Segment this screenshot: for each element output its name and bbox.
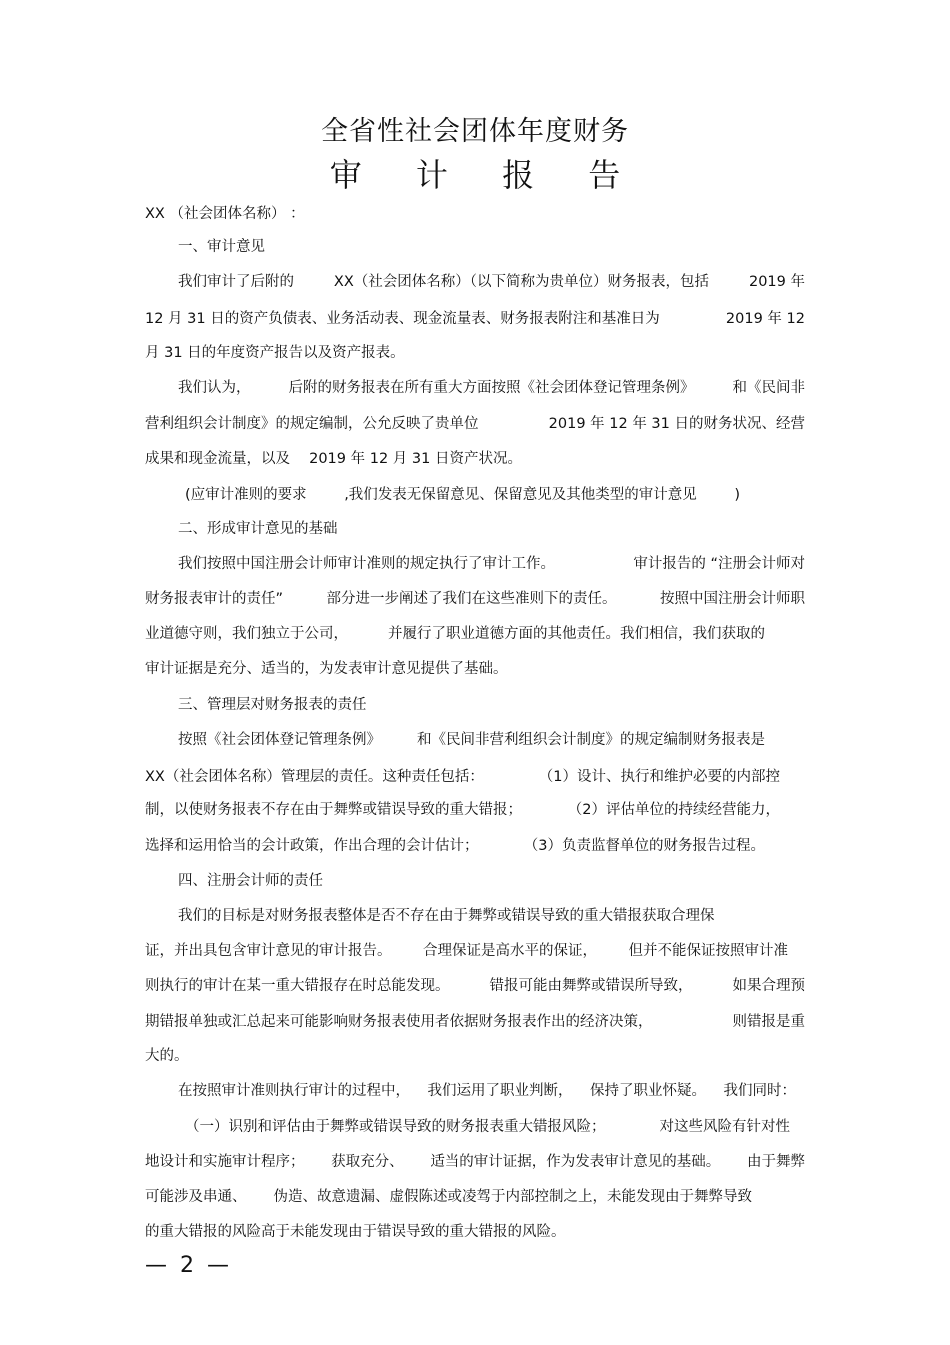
paragraph-line: 营利组织会计制度》的规定编制，公允反映了贵单位 2019 年 12 年 31 日的财务状况、经营 <box>145 416 805 432</box>
audit-opinion-note: (应审计准则的要求 ,我们发表无保留意见、保留意见及其他类型的审计意见 ) <box>185 487 740 503</box>
page-number: — 2 — <box>145 1253 232 1278</box>
list-item: （一）识别和评估由于舞弊或错误导致的财务报表重大错报风险； 对这些风险有针对性 <box>185 1119 790 1135</box>
paragraph-line: 12 月 31 日的资产负债表、业务活动表、现金流量表、财务报表附注和基准日为 2019 年 12 <box>145 311 805 327</box>
paragraph-line: XX（社会团体名称）管理层的责任。这种责任包括： （1）设计、执行和维护必要的内部控 <box>145 769 780 785</box>
paragraph-line: 可能涉及串通、 伪造、故意遗漏、虚假陈述或凌驾于内部控制之上，未能发现由于舞弊导致 <box>145 1189 752 1205</box>
paragraph-line: 我们按照中国注册会计师审计准则的规定执行了审计工作。 审计报告的 “注册会计师对 <box>178 556 805 572</box>
paragraph-line: 在按照审计准则执行审计的过程中， 我们运用了职业判断， 保持了职业怀疑。 我们同时： <box>178 1083 796 1099</box>
section-3-heading: 三、管理层对财务报表的责任 <box>178 697 367 713</box>
paragraph-line: 成果和现金流量，以及 2019 年 12 月 31 日资产状况。 <box>145 451 522 467</box>
paragraph-line: 按照《社会团体登记管理条例》 和《民间非营利组织会计制度》的规定编制财务报表是 <box>178 732 765 748</box>
paragraph-line: 制，以使财务报表不存在由于舞弊或错误导致的重大错报； （2）评估单位的持续经营能力， <box>145 802 780 818</box>
report-title-line1: 全省性社会团体年度财务 <box>321 116 629 147</box>
section-2-heading: 二、形成审计意见的基础 <box>178 521 338 537</box>
paragraph-line: 我们认为， 后附的财务报表在所有重大方面按照《社会团体登记管理条例》 和《民间非 <box>178 380 805 396</box>
paragraph-line: 期错报单独或汇总起来可能影响财务报表使用者依据财务报表作出的经济决策， 则错报是重 <box>145 1014 805 1030</box>
paragraph-line: 我们审计了后附的 XX（社会团体名称）（以下简称为贵单位）财务报表，包括 2019 年 <box>178 274 805 290</box>
paragraph-line: 证，并出具包含审计意见的审计报告。 合理保证是高水平的保证， 但并不能保证按照审计准 <box>145 943 788 959</box>
paragraph-line: 选择和运用恰当的会计政策，作出合理的会计估计； （3）负责监督单位的财务报告过程。 <box>145 838 765 854</box>
paragraph-line: 业道德守则，我们独立于公司， 并履行了职业道德方面的其他责任。我们相信，我们获取的 <box>145 626 765 642</box>
paragraph-line: 地设计和实施审计程序； 获取充分、 适当的审计证据，作为发表审计意见的基础。 由于舞弊 <box>145 1154 805 1170</box>
report-title-line2: 审 计 报 告 <box>329 156 643 194</box>
paragraph-line: 的重大错报的风险高于未能发现由于错误导致的重大错报的风险。 <box>145 1224 566 1240</box>
section-4-heading: 四、注册会计师的责任 <box>178 873 323 889</box>
section-1-heading: 一、审计意见 <box>178 239 265 255</box>
paragraph-line: 审计证据是充分、适当的，为发表审计意见提供了基础。 <box>145 661 508 677</box>
paragraph-line: 大的。 <box>145 1048 189 1064</box>
paragraph-line: 则执行的审计在某一重大错报存在时总能发现。 错报可能由舞弊或错误所导致， 如果合理预 <box>145 978 805 994</box>
paragraph-line: 月 31 日的年度资产报告以及资产报表。 <box>145 345 405 361</box>
addressee: XX （社会团体名称） ： <box>145 206 305 222</box>
paragraph-line: 财务报表审计的责任” 部分进一步阐述了我们在这些准则下的责任。 按照中国注册会计师职 <box>145 591 805 607</box>
paragraph-line: 我们的目标是对财务报表整体是否不存在由于舞弊或错误导致的重大错报获取合理保 <box>178 908 715 924</box>
